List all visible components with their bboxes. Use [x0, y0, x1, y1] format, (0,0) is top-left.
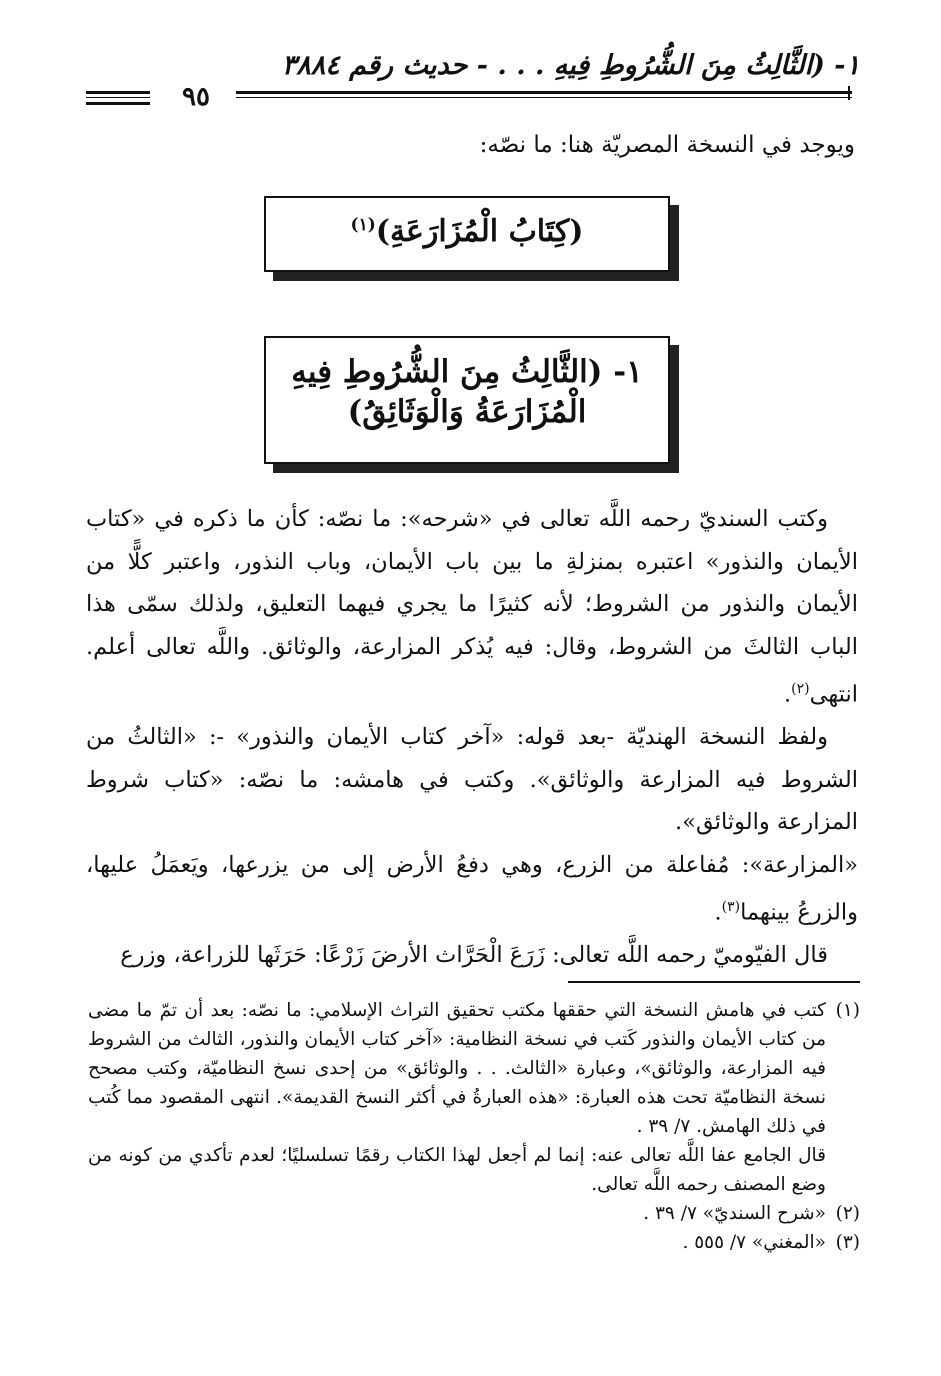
footnote-3	[88, 1228, 860, 1257]
footnote-3-number: (٣)	[835, 1232, 860, 1253]
header-rule-left-lower	[86, 102, 150, 105]
paragraph-sindi: وكتب السنديّ رحمه اللَّه تعالى في «شرحه»: ما نصّه: كأن ما ذكره في «كتاب الأيمان والنذور» اعتبره بمنزلةِ ما بين باب الأيمان، وباب النذور، واعتبر كلًّا من الأيمان والنذور من الشروط؛ لأنه كثيرًا ما يجري فيهما التعليق، ولذلك سمّى هذا الباب الثالثَ من الشروط، وقال: فيه يُذكر المزارعة، والوثائق. واللَّه تعالى أعلم. انتهى$^{(٢)}$.	[86, 506, 858, 708]
footnote-2-text: «شرح السنديّ» ٧/ ٣٩ .	[643, 1203, 826, 1224]
paragraph-muzaraa-text: «المزارعة»: مُفاعلة من الزرع، وهي دفعُ الأرض إلى من يزرعها، ويَعمَلُ عليها، والزرعُ بينهما	[86, 851, 858, 926]
header-rule-tick	[848, 86, 850, 100]
footnote-2-number: (٢)	[835, 1203, 860, 1224]
footnote-3-text: «المغني» ٧/ ٥٥٥ .	[682, 1232, 826, 1253]
chapter-title-line1: ١- (الثَّالِثُ مِنَ الشُّرُوطِ فِيهِ	[291, 354, 643, 390]
header-rule-left-thin	[86, 97, 150, 98]
header-rule-thin	[236, 97, 852, 98]
footnote-separator	[568, 981, 860, 983]
footnote-ref-3: (٣)	[721, 899, 741, 915]
header-rule	[236, 91, 852, 94]
book-title	[266, 214, 668, 249]
footnote-1-continuation: قال الجامع عفا اللَّه تعالى عنه: إنما لم أجعل لهذا الكتاب رقمًا تسلسليًا؛ لعدم تأكدي من كونه من وضع المصنف رحمه اللَّه تعالى.	[88, 1145, 826, 1195]
paragraph-sindi-text: وكتب السنديّ رحمه اللَّه تعالى في «شرحه»: ما نصّه: كأن ما ذكره في «كتاب الأيمان والنذور» اعتبره بمنزلةِ ما بين باب الأيمان، وباب النذور، واعتبر كلًّا من الأيمان والنذور من الشروط؛ لأنه كثيرًا ما يجري فيهما التعليق، ولذلك سمّى هذا الباب الثالثَ من الشروط، وقال: فيه يُذكر المزارعة، والوثائق. واللَّه تعالى أعلم. انتهى	[86, 506, 858, 708]
paragraph-muzaraa: «المزارعة»: مُفاعلة من الزرع، وهي دفعُ الأرض إلى من يزرعها، ويَعمَلُ عليها، والزرعُ بينهما$^{(٣)}$.	[86, 851, 858, 926]
footnote-ref-2: (٢)	[791, 681, 810, 697]
footnotes	[88, 996, 860, 1257]
footnote-1-text: كتب في هامش النسخة التي حققها مكتب تحقيق التراث الإسلامي: ما نصّه: بعد أن تمّ ما مضى من كتاب الأيمان والنذور كَتب في نسخة النظامية: «آخر كتاب الأيمان والنذور، الثالث من الشروط فيه المزارعة، والوثائق»، وعبارة «الثالث. . . والوثائق» من إحدى نسخ النظاميّة، وكتب مصحح نسخة النظاميّة تحت هذه العبارة: «هذه العبارةُ في أكثر النسخ القديمة». انتهى المقصود مما كُتب في ذلك الهامش. ٧/ ٣٩ .	[88, 1000, 826, 1137]
footnote-ref-1: (١)	[350, 215, 376, 235]
chapter-title-line2: الْمُزَارَعَةُ وَالْوَثَائِقُ)	[347, 394, 587, 430]
paragraph-indian-copy: ولفظ النسخة الهنديّة -بعد قوله: «آخر كتاب الأيمان والنذور» -: «الثالثُ من الشروط فيه المزارعة والوثائق». وكتب في هامشه: ما نصّه: «كتاب شروط المزارعة والوثائق».	[86, 724, 858, 835]
header-rule-left	[86, 91, 150, 94]
running-header-title: ١- (الثَّالِثُ مِنَ الشُّرُوطِ فِيهِ . . . - حديث رقم ٣٨٨٤	[281, 50, 860, 81]
intro-line: ويوجد في النسخة المصريّة هنا: ما نصّه:	[479, 132, 855, 158]
book-title-box	[264, 196, 670, 272]
page-number: ٩٥	[182, 82, 210, 112]
footnote-1-number: (١)	[835, 1000, 860, 1021]
paragraph-fayyumi: قال الفيّوميّ رحمه اللَّه تعالى: زَرَعَ الْحَرَّاث الأرضَ زَرْعًا: حَرَثَها للزراعة، وزرع	[120, 942, 828, 968]
footnote-1	[88, 996, 860, 1141]
book-title-text: (كِتَابُ الْمُزَارَعَةِ)	[375, 214, 584, 249]
footnote-2	[88, 1199, 860, 1228]
chapter-title-box	[264, 336, 670, 464]
body-text	[86, 498, 858, 977]
